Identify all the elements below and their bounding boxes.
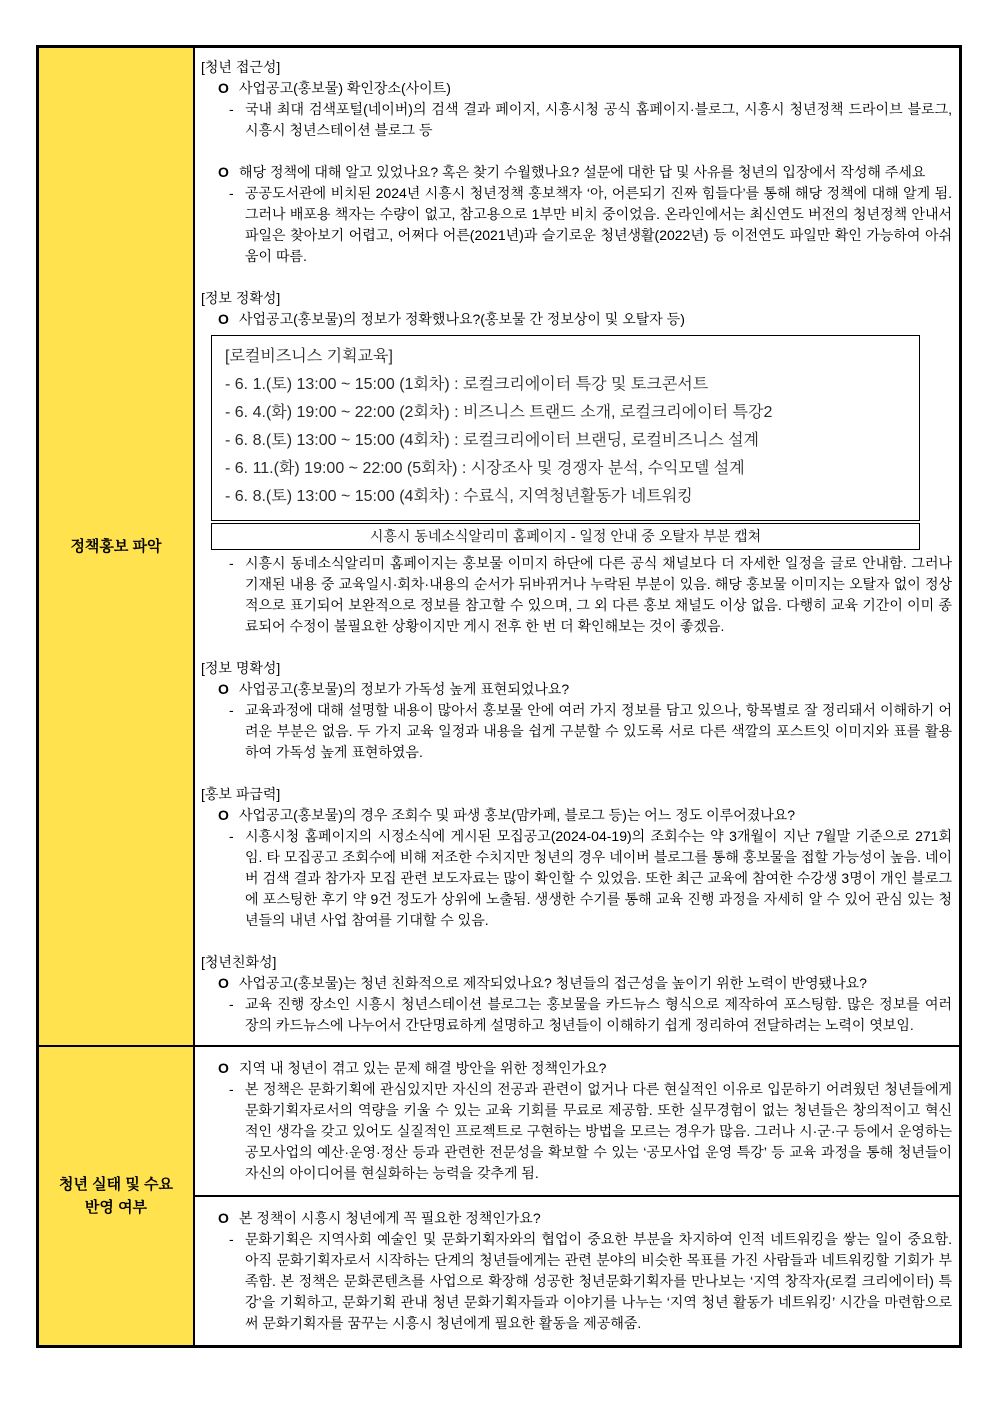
dash-bullet: - <box>229 996 234 1012</box>
row-label-text: 청년 실태 및 수요 반영 여부 <box>59 1176 173 1216</box>
dash-bullet: - <box>229 101 234 117</box>
question-text: 사업공고(홍보물) 확인장소(사이트) <box>239 80 451 96</box>
figure-line: - 6. 11.(화) 19:00 ~ 22:00 (5회차) : 시장조사 및 경쟁자 분석, 수익모델 설계 <box>225 460 745 477</box>
schedule-figure-box <box>211 335 920 521</box>
section-heading: [청년친화성] <box>201 954 277 970</box>
row-label-text: 정책홍보 파악 <box>70 538 162 555</box>
circle-bullet: O <box>218 807 229 823</box>
row-label-youth-demand <box>38 1046 195 1347</box>
section-heading: [정보 정확성] <box>201 290 281 306</box>
answer-text: 본 정책은 문화기획에 관심있지만 자신의 전공과 관련이 없거나 다른 현실적인 이유로 입문하기 어려웠던 청년들에게 문화기획자로서의 역량을 키울 수 있는 교육 기회를 무료로 제공함. 또한 실무경험이 없는 청년들은 창의적이고 혁신적인 생각을 갖고 있어도 실질적인 프로젝트로 구현하는 방법을 모르는 경우가 많음. 그러나 시·군·구 등에서 운영하는 공모사업의 예산·운영·정산 등과 관련한 전문성을 확보할 수 있는 ‘공모사업 운영 특강’ 등 교육 과정을 통해 청년들이 자신의 아이디어를 현실화하는 능력을 갖추게 됨. <box>245 1081 952 1181</box>
question-line <box>201 679 952 700</box>
dash-bullet: - <box>229 828 234 844</box>
section-heading: [정보 명확성] <box>201 660 281 676</box>
question-line <box>201 805 952 826</box>
section-promotion-reach <box>201 784 952 931</box>
figure-line: - 6. 4.(화) 19:00 ~ 22:00 (2회차) : 비즈니스 트랜드 소개, 로컬크리에이터 특강2 <box>225 404 773 421</box>
question-text: 사업공고(홍보물)의 정보가 정확했나요?(홍보물 간 정보상이 및 오탈자 등) <box>239 311 685 327</box>
figure-line: - 6. 8.(토) 13:00 ~ 15:00 (4회차) : 수료식, 지역청년활동가 네트워킹 <box>225 488 693 505</box>
answer-line <box>201 1079 952 1184</box>
circle-bullet: O <box>218 1060 229 1076</box>
question-line <box>201 1058 952 1079</box>
table-row-youth-demand-1 <box>38 1046 961 1196</box>
figure-line: - 6. 8.(토) 13:00 ~ 15:00 (4회차) : 로컬크리에이터 브랜딩, 로컬비즈니스 설계 <box>225 432 760 449</box>
question-text: 해당 정책에 대해 알고 있었나요? 혹은 찾기 수월했나요? 설문에 대한 답 및 사유를 청년의 입장에서 작성해 주세요 <box>239 164 926 180</box>
youth-demand-subrow-1 <box>194 1046 961 1196</box>
section-heading: [청년 접근성] <box>201 59 281 75</box>
answer-line <box>201 700 952 763</box>
answer-line <box>201 183 952 267</box>
dash-bullet: - <box>229 555 234 571</box>
youth-demand-subrow-2 <box>194 1196 961 1347</box>
section-youth-friendliness <box>201 952 952 1036</box>
answer-text: 국내 최대 검색포털(네이버)의 검색 결과 페이지, 시흥시청 공식 홈페이지·블로그, 시흥시 청년정책 드라이브 블로그, 시흥시 청년스테이션 블로그 등 <box>245 101 952 138</box>
question-line <box>201 973 952 994</box>
circle-bullet: O <box>218 975 229 991</box>
answer-text: 시흥시청 홈페이지의 시정소식에 게시된 모집공고(2024-04-19)의 조회수는 약 3개월이 지난 7월말 기준으로 271회임. 타 모집공고 조회수에 비해 저조한 수치지만 청년의 경우 네이버 블로그를 통해 홍보물을 접할 가능성이 높음. 네이버 검색 결과 참가자 모집 관련 보도자료는 많이 확인할 수 있었음. 또한 최근 교육에 참여한 수강생 3명이 개인 블로그에 포스팅한 후기 약 9건 정도가 상위에 노출됨. 생생한 수기를 통해 교육 진행 과정을 자세히 알 수 있어 관심 있는 청년들의 내년 사업 참여를 기대할 수 있음. <box>245 828 952 928</box>
question-text: 사업공고(홍보물)는 청년 친화적으로 제작되었나요? 청년들의 접근성을 높이기 위한 노력이 반영됐나요? <box>239 975 867 991</box>
circle-bullet: O <box>218 311 229 327</box>
dash-bullet: - <box>229 702 234 718</box>
circle-bullet: O <box>218 1210 229 1226</box>
section-youth-accessibility <box>201 57 952 267</box>
answer-line <box>201 826 952 931</box>
question-text: 사업공고(홍보물)의 경우 조회수 및 파생 홍보(맘카페, 블로그 등)는 어느 정도 이루어졌나요? <box>239 807 796 823</box>
policy-review-table <box>36 45 962 1348</box>
blank-line <box>201 141 952 162</box>
section-heading: [홍보 파급력] <box>201 786 281 802</box>
answer-line <box>201 994 952 1036</box>
schedule-figure <box>211 335 920 550</box>
circle-bullet: O <box>218 80 229 96</box>
figure-caption: 시흥시 동네소식알리미 홈페이지 - 일정 안내 중 오탈자 부분 캡쳐 <box>211 523 920 550</box>
question-text: 지역 내 청년이 겪고 있는 문제 해결 방안을 위한 정책인가요? <box>239 1060 607 1076</box>
policy-promotion-content <box>194 47 961 1047</box>
question-line <box>201 309 952 330</box>
dash-bullet: - <box>229 1231 234 1247</box>
answer-text: 공공도서관에 비치된 2024년 시흥시 청년정책 홍보책자 ‘아, 어른되기 진짜 힘들다’를 통해 해당 정책에 대해 알게 됨. 그러나 배포용 책자는 수량이 없고, 참고용으로 1부만 비치 중이었음. 온라인에서는 최신연도 버전의 청년정책 안내서 파일은 찾아보기 어렵고, 어쩌다 어른(2021년)과 슬기로운 청년생활(2022년) 등 이전연도 파일만 확인 가능하여 아쉬움이 따름. <box>245 185 952 264</box>
table-row-policy-promotion <box>38 47 961 1047</box>
answer-line <box>201 99 952 141</box>
answer-text: 교육 진행 장소인 시흥시 청년스테이션 블로그는 홍보물을 카드뉴스 형식으로 제작하여 포스팅함. 많은 정보를 여러 장의 카드뉴스에 나누어서 간단명료하게 설명하고 청년들이 이해하기 쉽게 정리하여 전달하려는 노력이 엿보임. <box>245 996 952 1033</box>
question-line <box>201 78 952 99</box>
circle-bullet: O <box>218 164 229 180</box>
question-text: 사업공고(홍보물)의 정보가 가독성 높게 표현되었나요? <box>239 681 570 697</box>
dash-bullet: - <box>229 185 234 201</box>
question-line <box>201 1208 952 1229</box>
question-line <box>201 162 952 183</box>
section-info-accuracy <box>201 288 952 637</box>
answer-text: 시흥시 동네소식알리미 홈페이지는 홍보물 이미지 하단에 다른 공식 채널보다 더 자세한 일정을 글로 안내함. 그러나 기재된 내용 중 교육일시·회차·내용의 순서가 뒤바뀌거나 누락된 부분이 있음. 해당 홍보물 이미지는 오탈자 없이 정상적으로 표기되어 보완적으로 정보를 참고할 수 있으며, 그 외 다른 홍보 채널도 이상 없음. 다행히 교육 기간이 이미 종료되어 수정이 불필요한 상황이지만 게시 전후 한 번 더 확인해보는 것이 좋겠음. <box>245 555 952 634</box>
row-label-policy-promotion <box>38 47 195 1047</box>
dash-bullet: - <box>229 1081 234 1097</box>
answer-line <box>201 1229 952 1334</box>
section-info-clarity <box>201 658 952 763</box>
figure-title: [로컬비즈니스 기획교육] <box>225 348 393 365</box>
answer-line <box>201 553 952 637</box>
circle-bullet: O <box>218 681 229 697</box>
figure-line: - 6. 1.(토) 13:00 ~ 15:00 (1회차) : 로컬크리에이터 특강 및 토크콘서트 <box>225 376 709 393</box>
question-text: 본 정책이 시흥시 청년에게 꼭 필요한 정책인가요? <box>239 1210 541 1226</box>
answer-text: 교육과정에 대해 설명할 내용이 많아서 홍보물 안에 여러 가지 정보를 담고 있으나, 항목별로 잘 정리돼서 이해하기 어려운 부분은 없음. 두 가지 교육 일정과 내용을 쉽게 구분할 수 있도록 서로 다른 색깔의 포스트잇 이미지와 표를 활용하여 가독성 높게 표현하였음. <box>245 702 952 760</box>
answer-text: 문화기획은 지역사회 예술인 및 문화기획자와의 협업이 중요한 부분을 차지하여 인적 네트워킹을 쌓는 일이 중요함. 아직 문화기획자로서 시작하는 단계의 청년들에게는 관련 분야의 비슷한 목표를 가진 사람들과 네트워킹할 기회가 부족함. 본 정책은 문화콘텐츠를 사업으로 확장해 성공한 청년문화기획자를 만나보는 ‘지역 창작자(로컬 크리에이터) 특강’을 기획하고, 문화기획 관내 청년 문화기획자들과 이야기를 나누는 ‘지역 청년 활동가 네트워킹’ 시간을 마련함으로써 문화기획자를 꿈꾸는 시흥시 청년에게 필요한 활동을 제공해줌. <box>245 1231 952 1331</box>
